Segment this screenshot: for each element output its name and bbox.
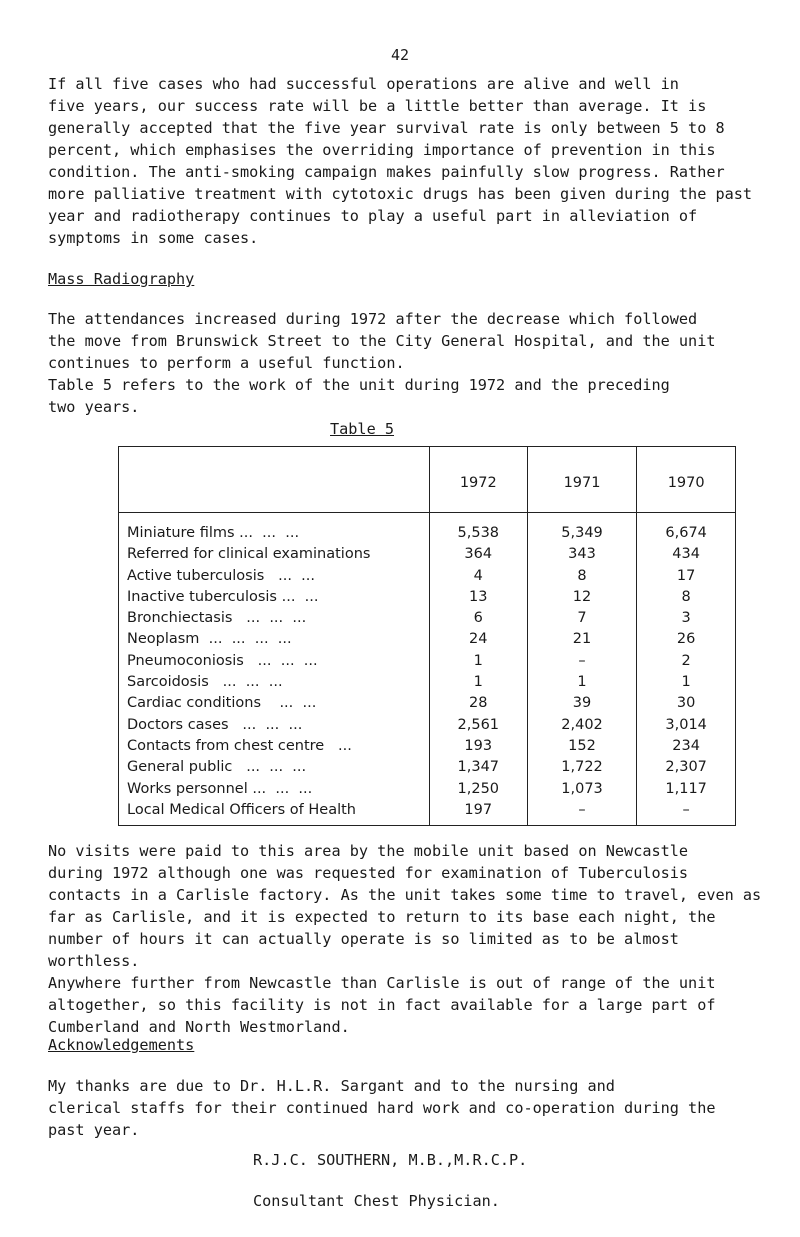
cell-1972: 193 bbox=[429, 736, 527, 757]
row-label: Miniature films ... ... ... bbox=[119, 513, 430, 545]
cell-1971: 5,349 bbox=[527, 513, 637, 545]
cell-1971: 39 bbox=[527, 693, 637, 714]
cell-1972: 13 bbox=[429, 587, 527, 608]
cell-1972: 197 bbox=[429, 800, 527, 826]
page-number: 42 bbox=[390, 46, 410, 64]
cell-1972: 1 bbox=[429, 651, 527, 672]
row-label: General public ... ... ... bbox=[119, 757, 430, 778]
column-header-1972: 1972 bbox=[429, 447, 527, 513]
table-row bbox=[119, 693, 736, 714]
cell-1970: 2,307 bbox=[637, 757, 736, 778]
cell-1971: 12 bbox=[527, 587, 637, 608]
row-label: Bronchiectasis ... ... ... bbox=[119, 608, 430, 629]
cell-1971: – bbox=[527, 651, 637, 672]
paragraph-table-intro: Table 5 refers to the work of the unit during 1972 and the preceding two years. bbox=[48, 376, 670, 416]
row-label: Active tuberculosis ... ... bbox=[119, 566, 430, 587]
paragraph-thanks: My thanks are due to Dr. H.L.R. Sargant and to the nursing and clerical staffs for their continued hard work and co-operation during the past year. bbox=[48, 1077, 716, 1139]
table-row bbox=[119, 544, 736, 565]
cell-1971: 1 bbox=[527, 672, 637, 693]
row-label: Neoplasm ... ... ... ... bbox=[119, 629, 430, 650]
table-row bbox=[119, 672, 736, 693]
cell-1971: 2,402 bbox=[527, 715, 637, 736]
cell-1972: 24 bbox=[429, 629, 527, 650]
header-blank-cell bbox=[119, 447, 430, 513]
cell-1970: – bbox=[637, 800, 736, 826]
cell-1972: 5,538 bbox=[429, 513, 527, 545]
table-title: Table 5 bbox=[330, 420, 395, 438]
cell-1971: 21 bbox=[527, 629, 637, 650]
table-row bbox=[119, 629, 736, 650]
table-row bbox=[119, 513, 736, 545]
row-label: Works personnel ... ... ... bbox=[119, 779, 430, 800]
cell-1970: 8 bbox=[637, 587, 736, 608]
cell-1970: 3 bbox=[637, 608, 736, 629]
cell-1972: 1,347 bbox=[429, 757, 527, 778]
table-row bbox=[119, 757, 736, 778]
row-label: Cardiac conditions ... ... bbox=[119, 693, 430, 714]
table-row bbox=[119, 566, 736, 587]
section-heading-acknowledgements: Acknowledgements bbox=[48, 1036, 195, 1054]
cell-1972: 364 bbox=[429, 544, 527, 565]
cell-1971: 152 bbox=[527, 736, 637, 757]
cell-1970: 2 bbox=[637, 651, 736, 672]
cell-1972: 1,250 bbox=[429, 779, 527, 800]
paragraph-attendances: The attendances increased during 1972 after the decrease which followed the move from Brunswick Street to the City General Hospital, and the unit continues to perform a useful function. bbox=[48, 310, 716, 372]
cell-1972: 2,561 bbox=[429, 715, 527, 736]
row-label: Sarcoidosis ... ... ... bbox=[119, 672, 430, 693]
row-label: Doctors cases ... ... ... bbox=[119, 715, 430, 736]
cell-1971: 7 bbox=[527, 608, 637, 629]
table-row bbox=[119, 779, 736, 800]
cell-1970: 6,674 bbox=[637, 513, 736, 545]
table-row bbox=[119, 715, 736, 736]
cell-1971: 1,722 bbox=[527, 757, 637, 778]
table-row bbox=[119, 736, 736, 757]
column-header-1971: 1971 bbox=[527, 447, 637, 513]
table-row bbox=[119, 608, 736, 629]
cell-1970: 234 bbox=[637, 736, 736, 757]
row-label: Inactive tuberculosis ... ... bbox=[119, 587, 430, 608]
cell-1972: 6 bbox=[429, 608, 527, 629]
table-row bbox=[119, 651, 736, 672]
cell-1970: 3,014 bbox=[637, 715, 736, 736]
row-label: Pneumoconiosis ... ... ... bbox=[119, 651, 430, 672]
table-body bbox=[119, 513, 736, 826]
table-row bbox=[119, 587, 736, 608]
cell-1972: 4 bbox=[429, 566, 527, 587]
cell-1971: 1,073 bbox=[527, 779, 637, 800]
cell-1970: 26 bbox=[637, 629, 736, 650]
row-label: Referred for clinical examinations bbox=[119, 544, 430, 565]
paragraph-survival: If all five cases who had successful operations are alive and well in five years, our success rate will be a little better than average. It is generally accepted that the five year survival rate is only between 5 to 8 percent, which emphasises the overriding importance of prevention in this condition. The anti-smoking campaign makes painfully slow progress. Rather more palliative treatment with cytotoxic drugs has been given during the past year and radiotherapy continues to play a useful part in alleviation of symptoms in some cases. bbox=[48, 75, 753, 247]
cell-1970: 434 bbox=[637, 544, 736, 565]
cell-1972: 1 bbox=[429, 672, 527, 693]
cell-1971: 8 bbox=[527, 566, 637, 587]
cell-1970: 1,117 bbox=[637, 779, 736, 800]
radiography-table bbox=[118, 446, 736, 826]
signature-title: Consultant Chest Physician. bbox=[253, 1192, 500, 1210]
cell-1970: 30 bbox=[637, 693, 736, 714]
section-heading-mass-radiography: Mass Radiography bbox=[48, 270, 195, 288]
cell-1972: 28 bbox=[429, 693, 527, 714]
signature-name: R.J.C. SOUTHERN, M.B.,M.R.C.P. bbox=[253, 1151, 528, 1169]
table-header-row bbox=[119, 447, 736, 513]
table-row bbox=[119, 800, 736, 826]
row-label: Contacts from chest centre ... bbox=[119, 736, 430, 757]
cell-1970: 1 bbox=[637, 672, 736, 693]
paragraph-mobile-unit: No visits were paid to this area by the mobile unit based on Newcastle during 1972 although one was requested for examination of Tuberculosis contacts in a Carlisle factory. As the unit takes some time to travel, even as far as Carlisle, and it is expected to return to its base each night, the number of hours it can actually operate is so limited as to be almost worthless. Anywhere further from Newcastle than Carlisle is out of range of the unit altogether, so this facility is not in fact available for a large part of Cumberland and North Westmorland. bbox=[48, 842, 762, 1036]
column-header-1970: 1970 bbox=[637, 447, 736, 513]
cell-1971: 343 bbox=[527, 544, 637, 565]
cell-1971: – bbox=[527, 800, 637, 826]
cell-1970: 17 bbox=[637, 566, 736, 587]
row-label: Local Medical Officers of Health bbox=[119, 800, 430, 826]
